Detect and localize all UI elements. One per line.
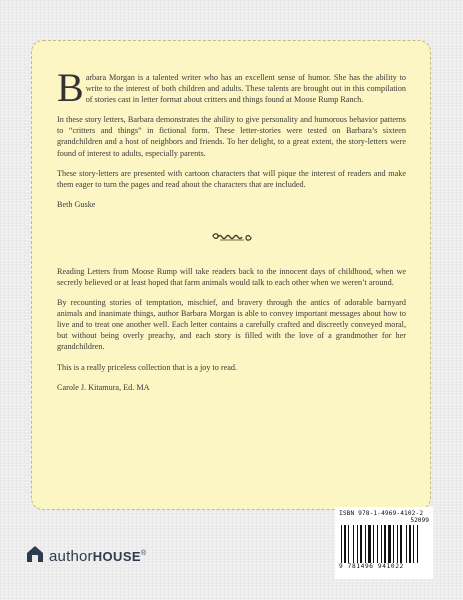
review-paragraph-4: Reading Letters from Moose Rump will take readers back to the innocent days of childhood, when we secretly believed or at least hoped that farm animals would talk to each other when we weren’t around.	[57, 266, 406, 287]
scroll-flourish-icon	[210, 230, 254, 248]
barcode-stripe	[377, 525, 378, 563]
review-paragraph-1	[57, 65, 406, 110]
barcode-stripe	[406, 525, 407, 563]
barcode-digits: 9 781496 941022	[339, 563, 404, 570]
barcode-stripe	[373, 525, 374, 563]
review-paragraph-6: This is a really priceless collection that is a joy to read.	[57, 362, 238, 372]
price-code: 52099	[410, 517, 429, 524]
isbn-barcode	[335, 507, 433, 579]
publisher-logo	[25, 544, 146, 569]
barcode-stripe	[344, 525, 346, 563]
review-paragraph-3: These story-letters are presented with cartoon characters that will pique the interest of readers and make them eager to turn the pages and read about the characters that are included.	[57, 168, 406, 189]
barcode-stripe	[384, 525, 386, 563]
barcode-stripe	[417, 525, 418, 563]
barcode-stripe	[393, 525, 394, 563]
review-paragraph-5: By recounting stories of temptation, mischief, and bravery through the antics of adorable barnyard animals and inanimate things, author Barbara Morgan is able to convey important messages about how to live and to treat one another well. Each letter contains a carefully crafted and discreetly conveyed moral, but without being overly preachy, and each story is filled with the love of a grandmother for her grandchildren.	[57, 298, 406, 352]
barcode-stripe	[357, 525, 358, 563]
barcode-stripe	[368, 525, 371, 563]
dropcap-letter: B	[57, 65, 84, 110]
barcode-stripe	[409, 525, 411, 563]
paragraph-1-text: arbara Morgan is a talented writer who has an excellent sense of humor. She has the ability to write to the interest of both children and adults. These talents are brought out in this compilation of stories cast in letter format about critters and things found at Moose Rump Ranch.	[85, 73, 406, 105]
barcode-graphic	[339, 525, 429, 563]
barcode-bars	[339, 525, 429, 563]
reviewer-signature-1: Beth Guske	[57, 199, 96, 209]
review-paragraph-2: In these story letters, Barbara demonstrates the ability to give personality and humorous behavior patterns to “critters and things” in fictional form. These letter-stories were tested on Barbara’s sixteen grandchildren and a host of neighbors and friends. To her delight, to a great extent, the story-letters were found of interest to adults, especially parents.	[57, 115, 406, 158]
barcode-stripe	[360, 525, 362, 563]
ornament-divider	[57, 230, 406, 242]
publisher-name-part2: HOUSE	[92, 549, 141, 564]
barcode-stripe	[400, 525, 402, 563]
reviewer-signature-2: Carole J. Kitamura, Ed. MA	[57, 382, 150, 392]
isbn-row	[339, 510, 429, 517]
publisher-name-part1: author	[49, 548, 93, 565]
back-cover-text-panel	[31, 40, 431, 510]
barcode-stripe	[397, 525, 398, 563]
barcode-stripe	[365, 525, 366, 563]
barcode-stripe	[388, 525, 391, 563]
publisher-name	[49, 548, 146, 565]
barcode-stripe	[381, 525, 382, 563]
barcode-stripe	[413, 525, 414, 563]
barcode-stripe	[353, 525, 354, 563]
barcode-stripe	[341, 525, 342, 563]
registered-mark: ®	[140, 550, 147, 557]
barcode-stripe	[348, 525, 349, 563]
isbn-text: ISBN 978-1-4969-4102-2	[339, 510, 424, 517]
author-house-logo-icon	[25, 544, 45, 569]
